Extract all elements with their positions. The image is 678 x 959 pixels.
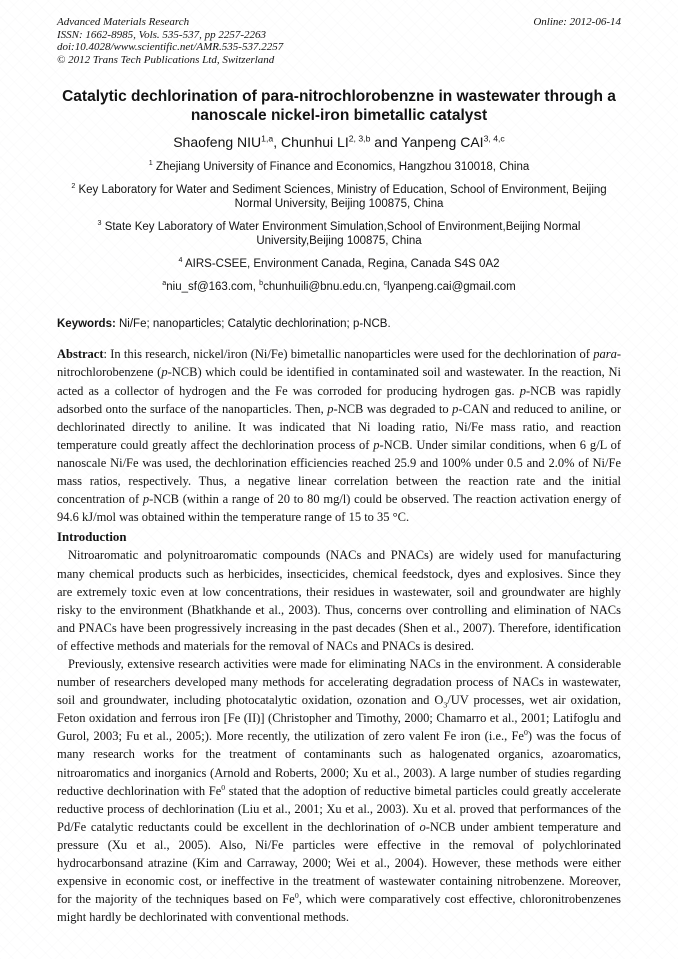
doi-line: doi:10.4028/www.scientific.net/AMR.535-537.2257: [57, 41, 284, 54]
journal-name: Advanced Materials Research: [57, 16, 190, 28]
journal-info-block: [57, 16, 283, 66]
introduction-paragraph-1: Nitroaromatic and polynitroaromatic compounds (NACs and PNACs) are widely used for manufacturing many chemical products such as herbicides, insecticides, chemical feedstock, dyes and explosives. Since they are extremely toxic even at low concentrations, their residues in wastewater, soil and groundwater are highly risky to the environment (Bhatkhande et al., 2003). Thus, concerns over controlling and elimination of NACs and PNACs have been progressively increasing in the past decades (Shen et al., 2007). Therefore, identification of effective methods and materials for the removal of NACs and PNACs is desired.: [57, 548, 621, 653]
keywords-line: Keywords: Ni/Fe; nanoparticles; Catalytic dechlorination; p-NCB.: [57, 318, 391, 331]
author-emails-line: $^a$niu_sf@163.com, $^b$chunhuili@bnu.edu.cn, $^c$lyanpeng.cai@gmail.com: [162, 279, 516, 294]
affiliation-2: $^2$ Key Laboratory for Water and Sediment Sciences, Ministry of Education, School of Environment, Beijing Normal University, Beijing 100875, China: [71, 182, 607, 211]
issn-line: ISSN: 1662-8985, Vols. 535-537, pp 2257-2263: [57, 28, 266, 41]
affiliation-3: $^3$ State Key Laboratory of Water Environment Simulation,School of Environment,Beijing Normal University,Beijing 100875, China: [97, 219, 581, 248]
abstract-paragraph: Abstract: In this research, nickel/iron (Ni/Fe) bimetallic nanoparticles were used for the dechlorination of para-nitrochlorobenzene (p-NCB) which could be identified in contaminated soil and wastewater. In the reaction, Ni acted as a collector of hydrogen and the Fe was corroded for producing hydrogen gas. p-NCB was rapidly adsorbed onto the surface of the nanoparticles. Then, p-NCB was degraded to p-CAN and reduced to aniline, or dechlorinated directly to aniline. It was indicated that Ni loading ratio, Ni/Fe mass ratio, and reaction temperature could greatly affect the dechlorination process of p-NCB. Under similar conditions, when 6 g/L of nanoscale Ni/Fe was used, the dechlorination efficiencies reached 25.9 and 100% under 0.5 and 2.0% of Ni/Fe mass ratios, respectively. Thus, a negative linear correlation between the reaction rate and the initial concentration of p-NCB (within a range of 20 to 80 mg/l) could be observed. The reaction activation energy of 94.6 kJ/mol was obtained within the temperature range of 15 to 35 °C.: [57, 347, 622, 525]
page-header: [57, 16, 621, 66]
authors-line: Shaofeng NIU$^{1,a}$, Chunhui LI$^{2, 3,b}$ and Yanpeng CAI$^{3, 4,c}$: [173, 133, 505, 151]
affiliation-4: $^4$ AIRS-CSEE, Environment Canada, Regina, Canada S4S 0A2: [178, 256, 500, 271]
copyright-line: © 2012 Trans Tech Publications Ltd, Switzerland: [57, 53, 275, 66]
paper-title: Catalytic dechlorination of para-nitrochlorobenzne in wastewater through a nanoscale nickel-iron bimetallic catalyst: [62, 88, 616, 125]
affiliation-1: $^1$ Zhejiang University of Finance and Economics, Hangzhou 310018, China: [148, 159, 530, 174]
online-date: Online: 2012-06-14: [533, 16, 621, 28]
section-heading-introduction: Introduction: [57, 530, 127, 545]
introduction-paragraph-2: Previously, extensive research activities were made for eliminating NACs in the environment. A considerable number of researchers developed many methods for accelerating degradation process of NACs in wastewater, soil and groundwater, including photocatalytic oxidation, ozonation and $O_3/UV$ processes, wet air oxidation, Feton oxidation and ferrous iron [Fe (II)] (Christopher and Timothy, 2000; Chamarro et al., 2001; Latifoglu and Gurol, 2003; Fu et al., 2005;). More recently, the utilization of zero valent Fe iron (i.e., Fe$^0$) was the focus of many research works for the treatment of contaminants such as halogenated organics, azoaromatics, nitroaromatics and inorganics (Arnold and Roberts, 2000; Xu et al., 2003). A large number of studies regarding reductive dechlorination with Fe$^0$ stated that the adoption of reductive bimetal particles could greatly accelerate reductive process of dechlorination (Liu et al., 2001; Xu et al., 2003). Xu et al. proved that performances of the Pd/Fe catalytic reductants could be excellent in the dechlorination of o-NCB under ambient temperature and pressure (Xu et al., 2005). Also, Ni/Fe particles were effective in the removal of polychlorinated hydrocarbonsand atrazine (Kim and Carraway, 2000; Wei et al., 2004). However, these methods were either expensive in economic cost, or ineffective in the treatment of wastewater containing nitrobenzene. Moreover, for the majority of the techniques based on Fe$^0$, which were comparatively cost effective, chloronitrobenzenes might hardly be dechlorinated with conventional methods.: [57, 656, 621, 925]
